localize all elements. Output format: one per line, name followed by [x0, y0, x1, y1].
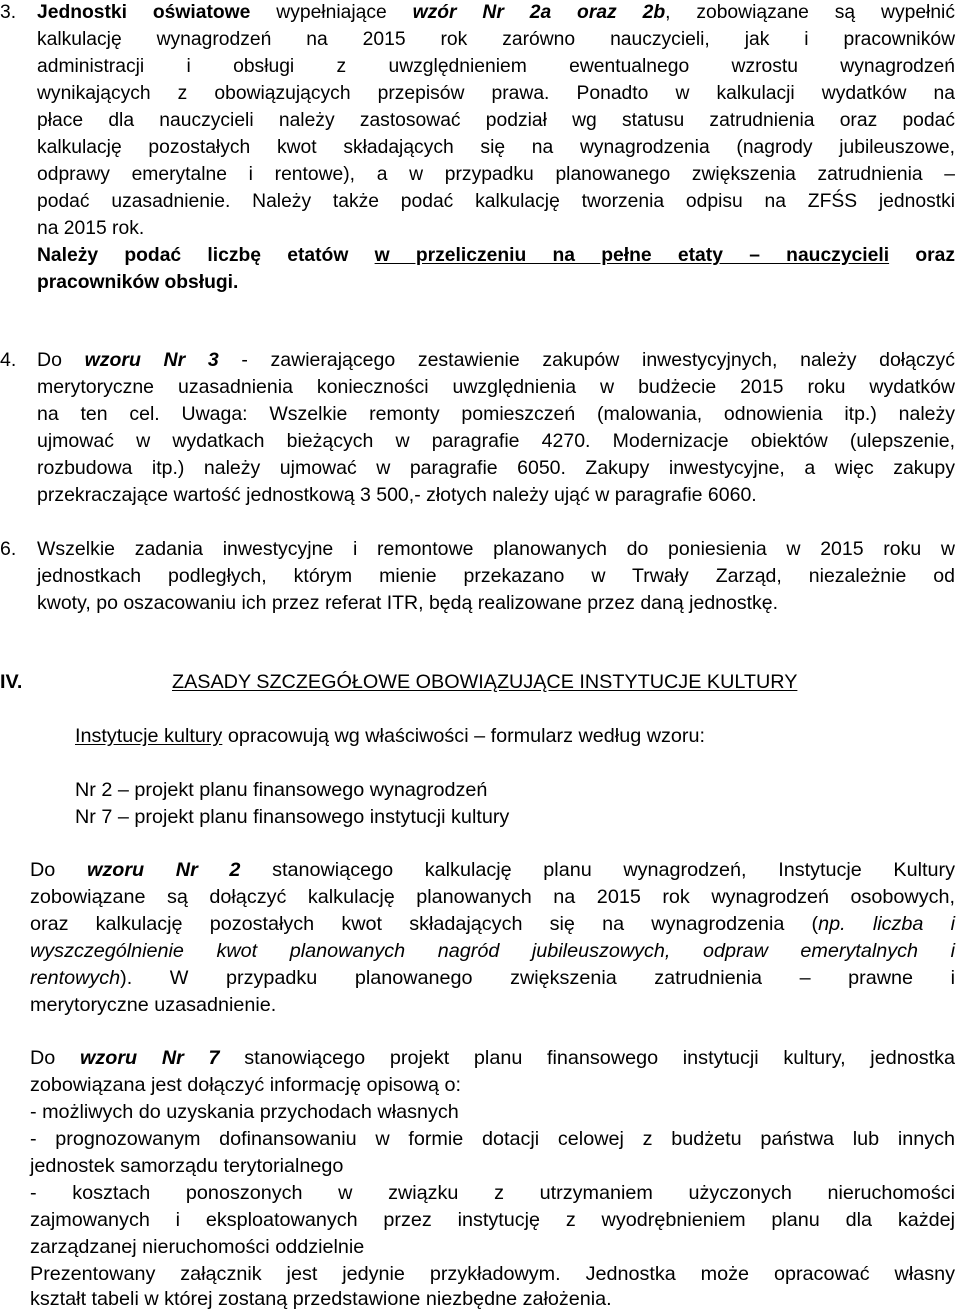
- item-4-form-ref: wzoru Nr 3: [84, 349, 219, 371]
- item-3-form-ref: wzór Nr 2a oraz 2b: [412, 2, 666, 23]
- item-4-line-5: rozbudowa itp.) należy ujmować w paragrafie 6050. Zakupy inwestycyjne, a więc zakupy: [37, 457, 955, 479]
- section-4-p2-line-1: [30, 1049, 955, 1069]
- item-4-line-1: [37, 351, 955, 371]
- item-4-text: Do: [37, 349, 85, 371]
- item-3-etaty-underlined: w przeliczeniu na pełne etaty – nauczycieli: [374, 245, 890, 266]
- item-4-line-4: ujmować w wydatkach bieżących w paragrafie 4270. Modernizacje obiektów (ulepszenie,: [37, 430, 955, 452]
- section-4-heading-text: ZASADY SZCZEGÓŁOWE OBOWIĄZUJĄCE INSTYTUCJE KULTURY: [172, 671, 798, 693]
- p1-text: Do: [30, 859, 87, 881]
- item-3-line-2: kalkulację wynagrodzeń na 2015 rok zarówno nauczycieli, jak i pracowników: [37, 29, 955, 50]
- section-4-p1-line-2: zobowiązane są dołączyć kalkulację planowanych na 2015 rok wynagrodzeń osobowych,: [30, 886, 955, 908]
- item-3-line-4: wynikających z obowiązujących przepisów prawa. Ponadto w kalkulacji wydatków na: [37, 83, 955, 104]
- p1-form-ref: wzoru Nr 2: [86, 859, 241, 881]
- form-nr-2: Nr 2 – projekt planu finansowego wynagrodzeń: [75, 779, 488, 801]
- item-3-line-1: [37, 3, 955, 22]
- section-4-p2-line-5: jednostek samorządu terytorialnego: [30, 1155, 344, 1177]
- section-4-p1-line-4: wyszczególnienie kwot planowanych nagród jubileuszowych, odpraw emerytalnych i: [30, 940, 955, 962]
- item-4-line-3: na ten cel. Uwaga: Wszelkie remonty pomieszczeń (malowania, odnowienia itp.) należy: [37, 403, 955, 425]
- section-4-p2-line-8: zarządzanej nieruchomości oddzielnie: [30, 1236, 365, 1258]
- section-4-p1-line-1: [30, 861, 955, 881]
- section-4-p2-line-9: Prezentowany załącznik jest jedynie przykładowym. Jednostka może opracować własny: [30, 1263, 955, 1285]
- p2-text: stanowiącego projekt planu finansowego instytucji kultury, jednostka: [219, 1047, 955, 1069]
- item-4-line-6: przekraczające wartość jednostkową 3 500,- złotych należy ująć w paragrafie 6060.: [37, 484, 757, 506]
- item-3-etaty-text: Należy podać liczbę etatów: [37, 245, 375, 266]
- item-6-line-1: Wszelkie zadania inwestycyjne i remontowe planowanych do poniesienia w 2015 roku w: [37, 538, 955, 560]
- item-3-line-9: na 2015 rok.: [37, 218, 145, 239]
- p2-text: Do: [30, 1047, 80, 1069]
- section-4-p2-line-10: kształt tabeli w której zostaną przedstawione niezbędne założenia.: [30, 1288, 612, 1310]
- item-3-text: , zobowiązane są wypełnić: [665, 2, 955, 23]
- p1-text: stanowiącego kalkulację planu wynagrodzeń, Instytucje Kultury: [240, 859, 955, 881]
- p1-text: ). W przypadku planowanego zwiększenia zatrudnienia – prawne i: [120, 967, 955, 989]
- item-4-text: - zawierającego zestawienie zakupów inwestycyjnych, należy dołączyć: [218, 349, 955, 371]
- item-3-lead-bold: Jednostki oświatowe: [37, 2, 251, 23]
- p1-italic: np. liczba i: [818, 913, 955, 935]
- section-4-intro-underlined: Instytucje kultury: [75, 725, 223, 747]
- section-4-p2-line-2: zobowiązana jest dołączyć informację opisową o:: [30, 1074, 462, 1096]
- item-3-line-5: płace dla nauczycieli należy zastosować podział wg statusu zatrudnienia oraz podać: [37, 110, 955, 131]
- section-4-intro-text: opracowują wg właściwości – formularz według wzoru:: [222, 725, 705, 747]
- section-4-heading: [172, 673, 797, 693]
- section-4-p2-line-7: zajmowanych i eksploatowanych przez instytucję z wyodrębnieniem planu dla każdej: [30, 1209, 955, 1231]
- form-nr-7: Nr 7 – projekt planu finansowego instytucji kultury: [75, 806, 510, 828]
- p1-text: oraz kalkulację pozostałych kwot składających się na wynagrodzenia (: [30, 913, 819, 935]
- item-3-line-7: odprawy emerytalne i rentowe), a w przypadku planowanego zwiększenia zatrudnienia –: [37, 164, 955, 185]
- section-4-p1-line-6: merytoryczne uzasadnienie.: [30, 994, 277, 1016]
- item-6-line-2: jednostkach podległych, którym mienie przekazano w Trwały Zarząd, niezależnie od: [37, 565, 955, 587]
- item-3-line-3: administracji i obsługi z uwzględnieniem ewentualnego wzrostu wynagrodzeń: [37, 56, 955, 77]
- section-4-p1-line-3: [30, 915, 955, 935]
- section-4-p2-line-4: - prognozowanym dofinansowaniu w formie dotacji celowej z budżetu państwa lub innych: [30, 1128, 955, 1150]
- section-4-p1-line-5: [30, 969, 955, 989]
- item-4-line-2: merytoryczne uzasadnienia konieczności uwzględnienia w budżecie 2015 roku wydatków: [37, 376, 955, 398]
- item-4-number: 4.: [0, 349, 17, 371]
- p1-italic: rentowych: [30, 967, 121, 989]
- item-6-number: 6.: [0, 538, 17, 560]
- item-3-bold-line-1: [37, 246, 955, 265]
- section-4-intro: [75, 727, 705, 747]
- item-3-text: wypełniające: [250, 2, 413, 23]
- section-4-numeral: IV.: [0, 671, 23, 693]
- section-4-p2-line-6: - kosztach ponoszonych w związku z utrzymaniem użyczonych nieruchomości: [30, 1182, 955, 1204]
- section-4-p2-line-3: - możliwych do uzyskania przychodach własnych: [30, 1101, 459, 1123]
- item-3-line-8: podać uzasadnienie. Należy także podać kalkulację tworzenia odpisu na ZFŚS jednostki: [37, 191, 955, 212]
- item-3-number: 3.: [0, 2, 17, 23]
- item-6-line-3: kwoty, po oszacowaniu ich przez referat ITR, będą realizowane przez daną jednostkę.: [37, 592, 779, 614]
- item-3-bold-line-2: pracowników obsługi.: [37, 272, 239, 293]
- item-3-line-6: kalkulację pozostałych kwot składających się na wynagrodzenia (nagrody jubileuszowe,: [37, 137, 955, 158]
- p2-form-ref: wzoru Nr 7: [79, 1047, 220, 1069]
- item-3-etaty-text: oraz: [889, 245, 955, 266]
